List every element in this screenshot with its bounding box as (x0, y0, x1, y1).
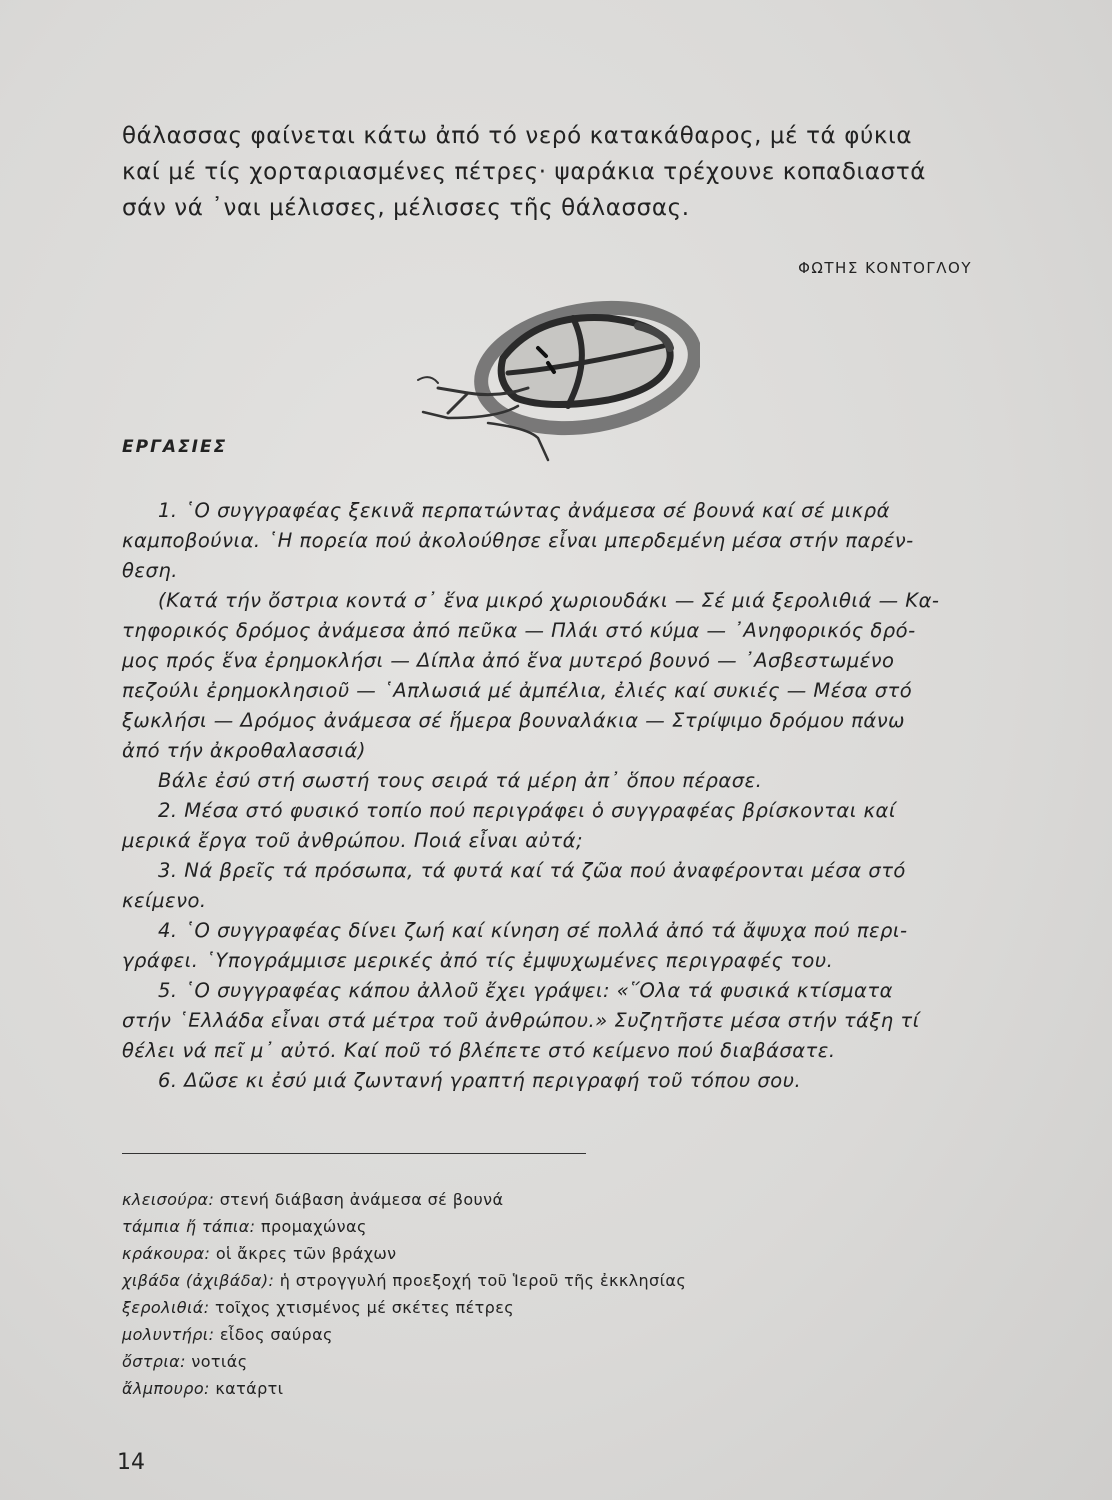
author-name: ΦΩΤΗΣ ΚΟΝΤΟΓΛΟΥ (798, 259, 972, 277)
intro-line: σάν νά ᾿ναι μέλισσες, μέλισσες τῆς θάλασσας. (122, 195, 690, 221)
exercises-list (122, 496, 974, 1096)
glossary-term: ξερολιθιά: (122, 1298, 210, 1317)
exercise-line: κείμενο. (122, 889, 207, 912)
glossary-definition: προμαχώνας (260, 1217, 367, 1236)
glossary-definition: νοτιάς (191, 1352, 248, 1371)
exercise-line: μος πρός ἕνα ἐρημοκλήσι — Δίπλα ἀπό ἕνα μυτερό βουνό — ᾿Ασβεστωμένο (122, 649, 895, 672)
footnote-divider (122, 1153, 586, 1154)
glossary-entry (122, 1294, 902, 1321)
exercise-line: καμποβούνια. ῾Η πορεία πού ἀκολούθησε εἶναι μπερδεμένη μέσα στήν παρέν- (122, 529, 914, 552)
exercise-line: ξωκλήσι — Δρόμος ἀνάμεσα σέ ἥμερα βουναλάκια — Στρίψιμο δρόμου πάνω (122, 709, 905, 732)
page-number: 14 (117, 1450, 145, 1475)
exercise-line: στήν ῾Ελλάδα εἶναι στά μέτρα τοῦ ἀνθρώπου.» Συζητῆστε μέσα στήν τάξη τί (122, 1009, 920, 1032)
glossary-entry (122, 1240, 902, 1267)
glossary-term: ἄλμπουρο: (122, 1379, 210, 1398)
glossary-term: ὄστρια: (122, 1352, 186, 1371)
exercise-line: θεση. (122, 559, 178, 582)
exercise-line: θέλει νά πεῖ μ᾿ αὐτό. Καί ποῦ τό βλέπετε στό κείμενο πού διαβάσατε. (122, 1039, 836, 1062)
exercise-line: 4. ῾Ο συγγραφέας δίνει ζωή καί κίνηση σέ πολλά ἀπό τά ἄψυχα πού περι- (158, 919, 908, 942)
glossary-entry (122, 1213, 902, 1240)
exercise-line: μερικά ἔργα τοῦ ἀνθρώπου. Ποιά εἶναι αὐτά; (122, 829, 584, 852)
glossary-term: χιβάδα (ἀχιβάδα): (122, 1271, 275, 1290)
glossary-definition: οἱ ἄκρες τῶν βράχων (215, 1244, 397, 1263)
glossary-term: κράκουρα: (122, 1244, 211, 1263)
exercise-line: 3. Νά βρεῖς τά πρόσωπα, τά φυτά καί τά ζῶα πού ἀναφέρονται μέσα στό (158, 859, 906, 882)
exercise-line: 2. Μέσα στό φυσικό τοπίο πού περιγράφει ὁ συγγραφέας βρίσκονται καί (158, 799, 896, 822)
glossary-definition: τοῖχος χτισμένος μέ σκέτες πέτρες (215, 1298, 515, 1317)
glossary-entry (122, 1348, 902, 1375)
exercise-line: 5. ῾Ο συγγραφέας κάπου ἀλλοῦ ἔχει γράψει: «῞Ολα τά φυσικά κτίσματα (158, 979, 893, 1002)
exercise-line: Βάλε ἐσύ στή σωστή τους σειρά τά μέρη ἀπ᾿ ὅπου πέρασε. (158, 769, 763, 792)
exercise-line: (Κατά τήν ὄστρια κοντά σ᾿ ἕνα μικρό χωριουδάκι — Σέ μιά ξερολιθιά — Κα- (158, 589, 940, 612)
glossary-entry (122, 1267, 902, 1294)
glossary-term: κλεισούρα: (122, 1190, 215, 1209)
exercise-line: πεζούλι ἐρημοκλησιοῦ — ῾Απλωσιά μέ ἀμπέλια, ἐλιές καί συκιές — Μέσα στό (122, 679, 913, 702)
glossary-entry (122, 1375, 902, 1402)
intro-line: καί μέ τίς χορταριασμένες πέτρες· ψαράκια τρέχουνε κοπαδιαστά (122, 159, 927, 185)
intro-line: θάλασσας φαίνεται κάτω ἀπό τό νερό κατακάθαρος, μέ τά φύκια (122, 123, 913, 149)
section-title: ΕΡΓΑΣΙΕΣ (122, 437, 228, 457)
glossary-entry (122, 1186, 902, 1213)
exercise-line: 1. ῾Ο συγγραφέας ξεκινᾶ περπατώντας ἀνάμεσα σέ βουνά καί σέ μικρά (158, 499, 890, 522)
glossary (122, 1186, 902, 1402)
glossary-term: τάμπια ἤ τάπια: (122, 1217, 256, 1236)
exercise-line: γράφει. ῾Υπογράμμισε μερικές ἀπό τίς ἐμψυχωμένες περιγραφές του. (122, 949, 834, 972)
glossary-definition: κατάρτι (215, 1379, 284, 1398)
glossary-definition: στενή διάβαση ἀνάμεσα σέ βουνά (219, 1190, 504, 1209)
glossary-term: μολυντήρι: (122, 1325, 215, 1344)
glossary-definition: εἶδος σαύρας (219, 1325, 333, 1344)
glossary-entry (122, 1321, 902, 1348)
beetle-illustration (408, 288, 700, 463)
exercise-line: τηφορικός δρόμος ἀνάμεσα ἀπό πεῦκα — Πλάι στό κύμα — ᾿Ανηφορικός δρό- (122, 619, 916, 642)
exercise-line: 6. Δῶσε κι ἐσύ μιά ζωντανή γραπτή περιγραφή τοῦ τόπου σου. (158, 1069, 802, 1092)
intro-paragraph (122, 118, 982, 226)
exercise-line: ἀπό τήν ἀκροθαλασσιά) (122, 739, 367, 762)
glossary-definition: ἡ στρογγυλή προεξοχή τοῦ Ἱεροῦ τῆς ἐκκλησίας (279, 1271, 687, 1290)
